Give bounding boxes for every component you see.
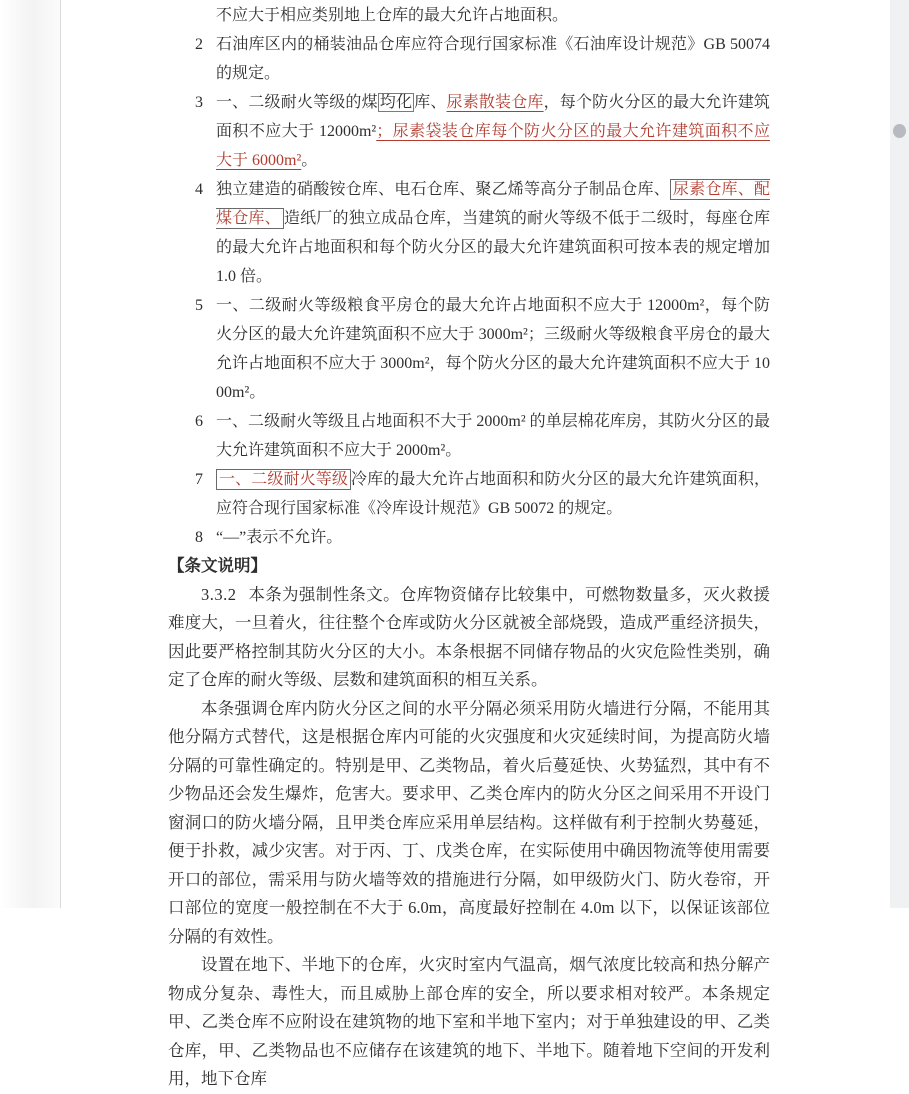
explanation-paragraph — [168, 581, 770, 695]
note-text: “—”表示不允许。 — [216, 529, 343, 546]
note-text: ，每个防火分区的最大允许建筑面积不应大于 12000m² — [216, 94, 770, 140]
note-text: 石油库区内的桶装油品仓库应符合现行国家标准《石油库设计规范》GB 50074 的规定。 — [216, 36, 770, 82]
scrollbar-track[interactable] — [890, 0, 909, 908]
note-text: 冷库的最大允许占地面积和防火分区的最大允许建筑面积，应符合现行国家标准《冷库设计规范》GB 50072 的规定。 — [216, 471, 770, 517]
explanation-paragraph — [168, 951, 770, 1094]
clause-number: 3.3.2 — [201, 584, 237, 604]
note-item-8 — [195, 523, 770, 552]
revision-boxed-text: 尿素仓库、配煤仓库、 — [216, 181, 770, 227]
note-number: 8 — [195, 529, 203, 546]
clause-text: 不应大于相应类别地上仓库的最大允许占地面积。 — [216, 7, 569, 24]
note-item-3 — [195, 88, 770, 175]
paragraph-text: 本条强调仓库内防火分区之间的水平分隔必须采用防火墙进行分隔，不能用其他分隔方式替代，这是根据仓库内可能的火灾强度和火灾延续时间，为提高防火墙分隔的可靠性确定的。特别是甲、乙类物品，着火后蔓延快、火势猛烈，其中有不少物品还会发生爆炸，危害大。要求甲、乙类仓库内的防火分区之间采用不开设门窗洞口的防火墙分隔，且甲类仓库应采用单层结构。这样做有利于控制火势蔓延，便于扑救，减少灾害。对于丙、丁、戊类仓库，在实际使用中确因物流等使用需要开口的部位，需采用与防火墙等效的措施进行分隔，如甲级防火门、防火卷帘，开口部位的宽度一般控制在不大于 6.0m，高度最好控制在 4.0m 以下，以保证该部位分隔的有效性。 — [168, 698, 770, 946]
note-text: 。 — [301, 152, 318, 169]
note-number: 4 — [195, 181, 203, 198]
note-text: 一、二级耐火等级的煤 — [216, 94, 378, 111]
note-number: 2 — [195, 36, 203, 53]
note-number: 3 — [195, 94, 203, 111]
scrollbar-thumb[interactable] — [893, 124, 906, 138]
note-text: 造纸厂的独立成品仓库，当建筑的耐火等级不低于二级时，每座仓库的最大允许占地面积和每个防火分区的最大允许建筑面积可按本表的规定增加 1.0 倍。 — [216, 210, 770, 285]
revision-highlight-text: 尿素散装仓库 — [446, 94, 544, 111]
notes-list — [195, 1, 770, 552]
paragraph-text: 设置在地下、半地下的仓库，火灾时室内气温高，烟气浓度比较高和热分解产物成分复杂、毒性大，而且威胁上部仓库的安全，所以要求相对较严。本条规定甲、乙类仓库不应附设在建筑物的地下室和半地下室内；对于单独建设的甲、乙类仓库，甲、乙类物品也不应储存在该建筑的地下、半地下。随着地下空间的开发利用，地下仓库 — [168, 955, 770, 1088]
note-item-5 — [195, 291, 770, 407]
note-item-2 — [195, 30, 770, 88]
note-text: 一、二级耐火等级且占地面积不大于 2000m² 的单层棉花库房，其防火分区的最大允许建筑面积不应大于 2000m²。 — [216, 413, 770, 459]
explanation-paragraph — [168, 695, 770, 952]
note-number: 6 — [195, 413, 203, 430]
paragraph-text: 本条为强制性条文。仓库物资储存比较集中，可燃物数量多，灭火救援难度大，一旦着火，往往整个仓库或防火分区就被全部烧毁，造成严重经济损失，因此要严格控制其防火分区的大小。本条根据不同储存物品的火灾危险性类别，确定了仓库的耐火等级、层数和建筑面积的相互关系。 — [168, 584, 770, 689]
note-item-6 — [195, 407, 770, 465]
note-text: 一、二级耐火等级粮食平房仓的最大允许占地面积不应大于 12000m²，每个防火分区的最大允许建筑面积不应大于 3000m²；三级耐火等级粮食平房仓的最大允许占地面积不应大于 3000m²，每个防火分区的最大允许建筑面积不应大于 1000m²。 — [216, 297, 770, 401]
boxed-annotation-text: 均化 — [379, 94, 413, 111]
revision-highlight-text: ；尿素袋装仓库每个防火分区的最大允许建筑面积不应大于 6000m² — [216, 123, 770, 169]
note-text: 独立建造的硝酸铵仓库、电石仓库、聚乙烯等高分子制品仓库、 — [216, 181, 670, 198]
note-number: 7 — [195, 471, 203, 488]
note-number: 5 — [195, 297, 203, 314]
document-page — [0, 1, 909, 1094]
section-heading: 【条文说明】 — [168, 556, 267, 575]
note-item-4 — [195, 175, 770, 291]
continued-clause-line — [216, 1, 770, 30]
explanation-section — [168, 552, 770, 1094]
note-item-7 — [195, 465, 770, 523]
note-text: 库、 — [414, 94, 447, 111]
revision-boxed-text: 一、二级耐火等级 — [216, 469, 351, 490]
